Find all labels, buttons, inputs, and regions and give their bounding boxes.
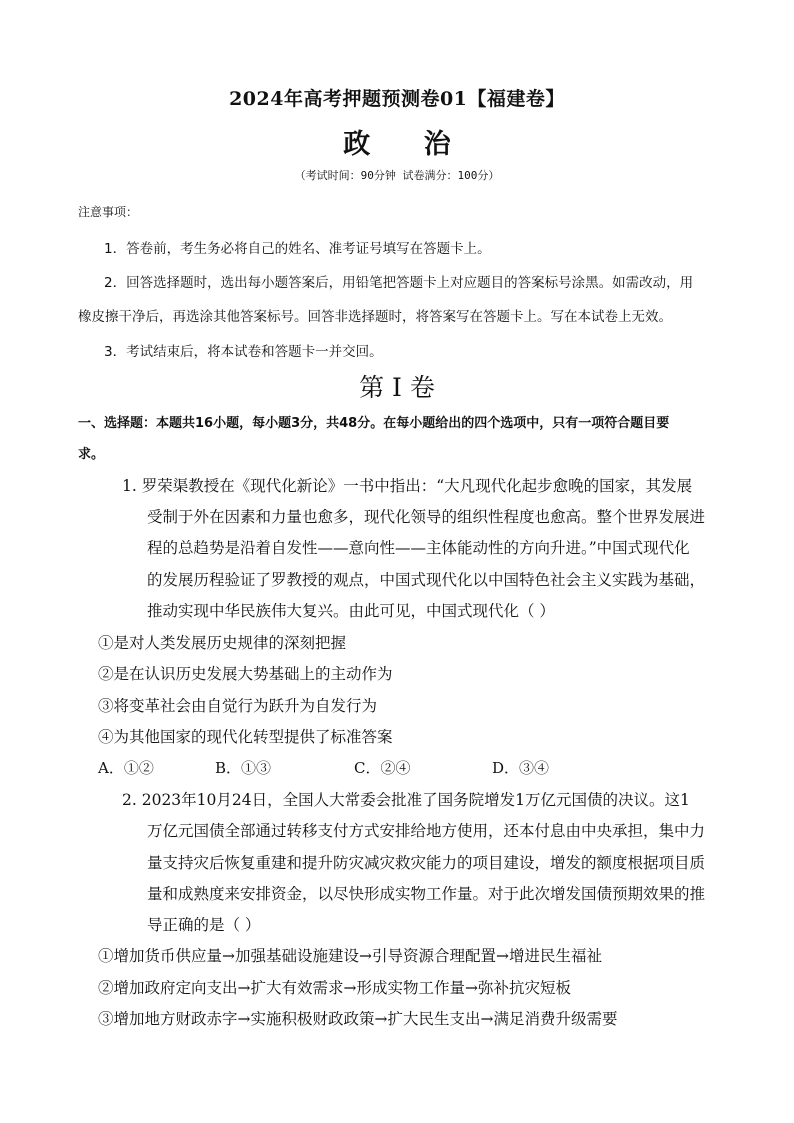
question-1-line: 1. 罗荣渠教授在《现代化新论》一书中指出：“大凡现代化起步愈晚的国家，其发展 (122, 477, 693, 495)
question-1-option: ③将变革社会由自觉行为跃升为自发行为 (98, 697, 378, 715)
exam-title: 2024年高考押题预测卷01【福建卷】 (229, 88, 565, 110)
question-1-line: 推动实现中华民族伟大复兴。由此可见，中国式现代化（ ） (147, 602, 555, 620)
choice-a: A．①② (98, 759, 154, 777)
exam-info: （考试时间：90分钟 试卷满分：100分） (294, 169, 500, 182)
notice-item: 1．答卷前，考生务必将自己的姓名、准考证号填写在答题卡上。 (104, 241, 491, 257)
question-2-line: 量支持灾后恢复重建和提升防灾减灾救灾能力的项目建设，增发的额度根据项目质 (147, 854, 706, 872)
question-2-line: 导正确的是（ ） (147, 916, 261, 934)
choice-c: C．②④ (354, 759, 411, 777)
section-heading: 求。 (78, 447, 105, 462)
question-1-option: ①是对人类发展历史规律的深刻把握 (98, 634, 347, 652)
question-2-option: ①增加货币供应量→加强基础设施建设→引导资源合理配置→增进民生福祉 (98, 947, 602, 965)
notice-title: 注意事项： (78, 205, 139, 219)
section-heading: 一、选择题：本题共16小题，每小题3分，共48分。在每小题给出的四个选项中，只有一项符合题目要 (78, 416, 670, 431)
notice-item: 2．回答选择题时，选出每小题答案后，用铅笔把答题卡上对应题目的答案标号涂黑。如需改动，用 (104, 275, 694, 291)
question-1-line: 程的总趋势是沿着自发性——意向性——主体能动性的方向升进。”中国式现代化 (147, 539, 690, 557)
choice-d: D．③④ (492, 759, 550, 777)
question-1-option: ②是在认识历史发展大势基础上的主动作为 (98, 665, 393, 683)
question-1-option: ④为其他国家的现代化转型提供了标准答案 (98, 728, 393, 746)
choice-b: B．①③ (215, 759, 272, 777)
question-2-option: ②增加政府定向支出→扩大有效需求→形成实物工作量→弥补抗灾短板 (98, 979, 571, 997)
notice-item: 橡皮擦干净后，再选涂其他答案标号。回答非选择题时，将答案写在答题卡上。写在本试卷上无效。 (78, 309, 672, 325)
volume-title: 第 I 卷 (359, 373, 435, 402)
question-2-line: 量和成熟度来安排资金，以尽快形成实物工作量。对于此次增发国债预期效果的推 (147, 885, 706, 903)
subject-title: 政 治 (343, 129, 473, 160)
question-2-option: ③增加地方财政赤字→实施积极财政政策→扩大民生支出→满足消费升级需要 (98, 1010, 618, 1028)
question-2-line: 万亿元国债全部通过转移支付方式安排给地方使用，还本付息由中央承担，集中力 (147, 822, 706, 840)
question-2-line: 2. 2023年10月24日，全国人大常委会批准了国务院增发1万亿元国债的决议。这1 (122, 791, 690, 809)
question-1-line: 受制于外在因素和力量也愈多，现代化领导的组织性程度也愈高。整个世界发展进 (147, 508, 706, 526)
question-1-line: 的发展历程验证了罗教授的观点，中国式现代化以中国特色社会主义实践为基础， (147, 571, 706, 589)
notice-item: 3．考试结束后，将本试卷和答题卡一并交回。 (104, 344, 383, 360)
